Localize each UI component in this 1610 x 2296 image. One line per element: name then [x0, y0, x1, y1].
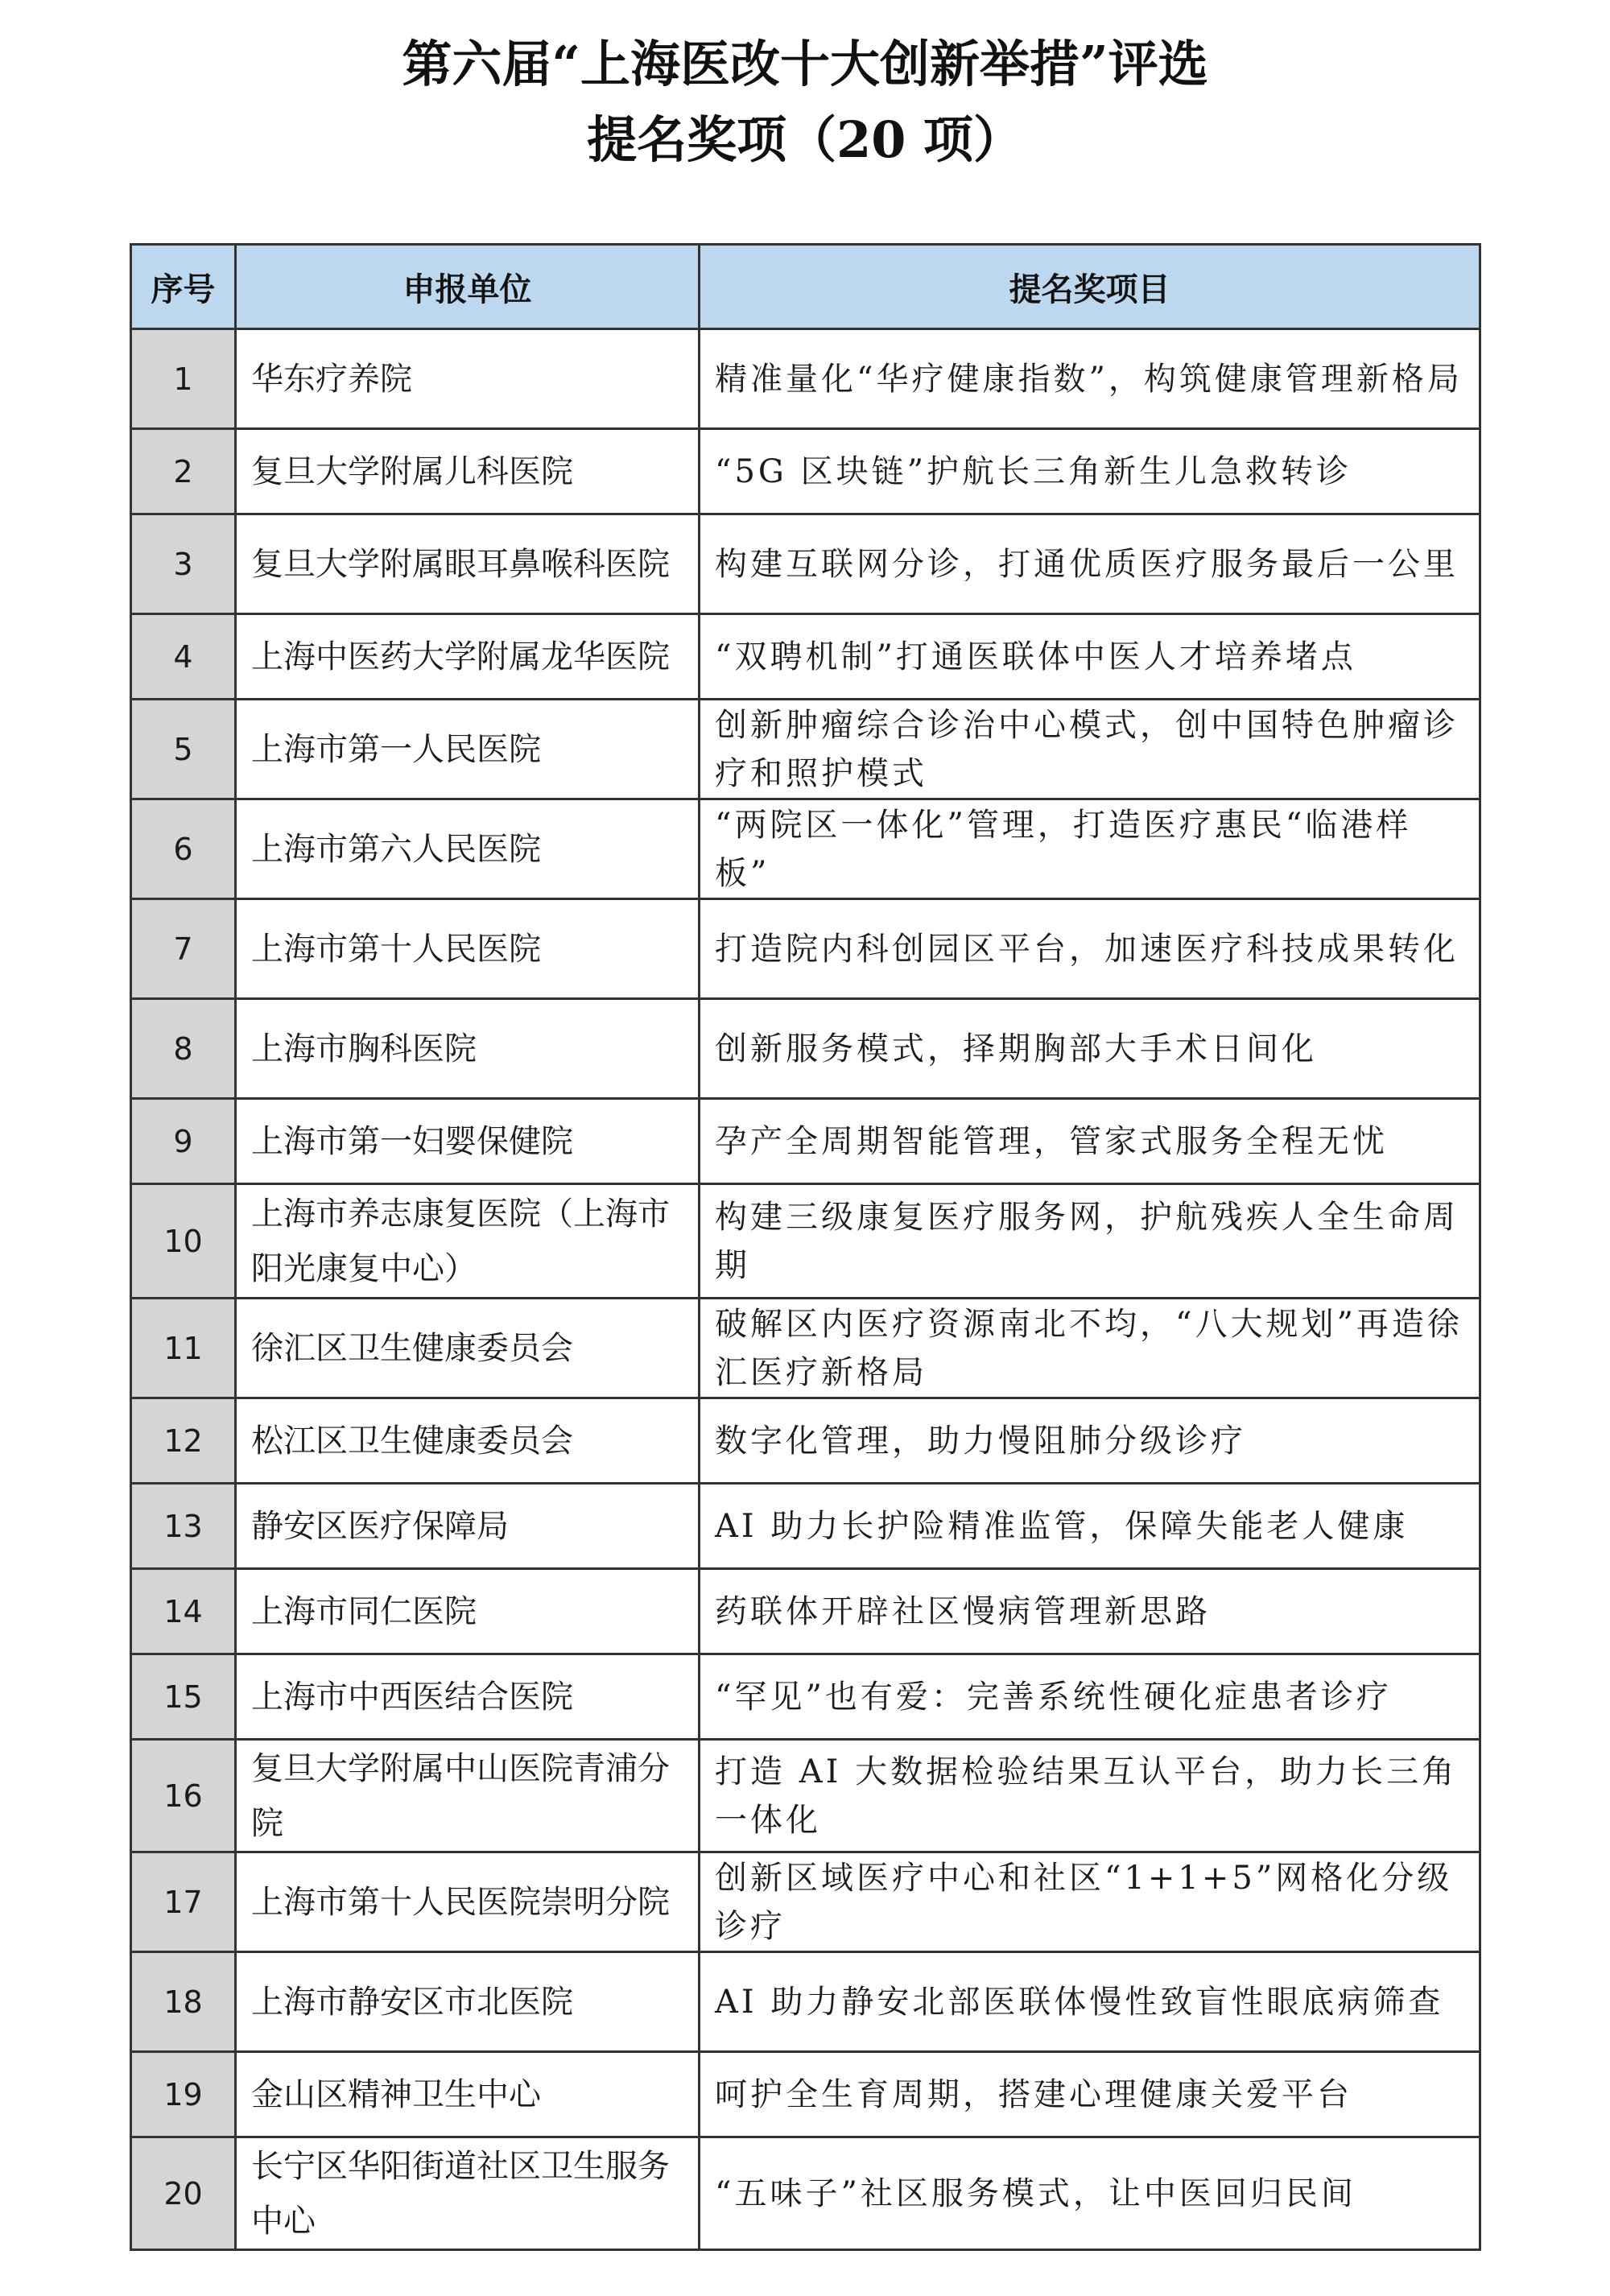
row-number: 10 [131, 1184, 236, 1299]
row-project: 创新肿瘤综合诊治中心模式，创中国特色肿瘤诊疗和照护模式 [700, 700, 1480, 799]
row-unit: 上海市静安区市北医院 [236, 1952, 700, 2052]
row-number: 4 [131, 614, 236, 700]
row-unit: 上海市第十人民医院崇明分院 [236, 1852, 700, 1952]
row-project: 呵护全生育周期，搭建心理健康关爱平台 [700, 2052, 1480, 2137]
document-subtitle: 提名奖项（20 项） [587, 110, 1023, 169]
table-row [131, 1654, 1480, 1740]
row-unit: 上海市第十人民医院 [236, 899, 700, 999]
row-project: “双聘机制”打通医联体中医人才培养堵点 [700, 614, 1480, 700]
document-title: 第六届“上海医改十大创新举措”评选 [402, 35, 1208, 93]
row-unit: 华东疗养院 [236, 329, 700, 429]
row-number: 14 [131, 1569, 236, 1654]
table-row [131, 2052, 1480, 2137]
header-project: 提名奖项目 [700, 245, 1480, 329]
row-unit: 上海市第一人民医院 [236, 700, 700, 799]
row-number: 7 [131, 899, 236, 999]
row-number: 6 [131, 799, 236, 899]
table-row [131, 1852, 1480, 1952]
row-project: “5G 区块链”护航长三角新生儿急救转诊 [700, 429, 1480, 514]
row-number: 13 [131, 1484, 236, 1569]
row-unit: 复旦大学附属眼耳鼻喉科医院 [236, 514, 700, 614]
row-unit: 长宁区华阳街道社区卫生服务中心 [236, 2137, 700, 2250]
row-project: AI 助力长护险精准监管，保障失能老人健康 [700, 1484, 1480, 1569]
row-number: 8 [131, 999, 236, 1099]
row-project: “罕见”也有爱：完善系统性硬化症患者诊疗 [700, 1654, 1480, 1740]
row-project: 打造院内科创园区平台，加速医疗科技成果转化 [700, 899, 1480, 999]
table-row [131, 899, 1480, 999]
row-project: 数字化管理，助力慢阻肺分级诊疗 [700, 1398, 1480, 1484]
row-number: 12 [131, 1398, 236, 1484]
table-row [131, 1099, 1480, 1184]
row-number: 9 [131, 1099, 236, 1184]
table-header-row [131, 245, 1480, 329]
row-unit: 金山区精神卫生中心 [236, 2052, 700, 2137]
row-unit: 上海市第一妇婴保健院 [236, 1099, 700, 1184]
row-unit: 上海市第六人民医院 [236, 799, 700, 899]
header-number: 序号 [131, 245, 236, 329]
table-row [131, 329, 1480, 429]
table-row [131, 1740, 1480, 1852]
row-project: 打造 AI 大数据检验结果互认平台，助力长三角一体化 [700, 1740, 1480, 1852]
table-row [131, 1299, 1480, 1398]
table-row [131, 1484, 1480, 1569]
row-unit: 徐汇区卫生健康委员会 [236, 1299, 700, 1398]
row-unit: 复旦大学附属儿科医院 [236, 429, 700, 514]
row-unit: 上海市胸科医院 [236, 999, 700, 1099]
row-project: 孕产全周期智能管理，管家式服务全程无忧 [700, 1099, 1480, 1184]
row-number: 17 [131, 1852, 236, 1952]
row-project: 破解区内医疗资源南北不均，“八大规划”再造徐汇医疗新格局 [700, 1299, 1480, 1398]
row-number: 15 [131, 1654, 236, 1740]
row-number: 1 [131, 329, 236, 429]
table-row [131, 1184, 1480, 1299]
row-unit: 复旦大学附属中山医院青浦分院 [236, 1740, 700, 1852]
table-row [131, 429, 1480, 514]
table-row [131, 2137, 1480, 2250]
table-row [131, 999, 1480, 1099]
header-unit: 申报单位 [236, 245, 700, 329]
row-unit: 上海中医药大学附属龙华医院 [236, 614, 700, 700]
row-number: 3 [131, 514, 236, 614]
row-unit: 上海市中西医结合医院 [236, 1654, 700, 1740]
nomination-table [130, 243, 1481, 2251]
row-number: 16 [131, 1740, 236, 1852]
row-unit: 松江区卫生健康委员会 [236, 1398, 700, 1484]
row-project: 创新区域医疗中心和社区“1+1+5”网格化分级诊疗 [700, 1852, 1480, 1952]
row-number: 19 [131, 2052, 236, 2137]
row-number: 20 [131, 2137, 236, 2250]
row-project: 创新服务模式，择期胸部大手术日间化 [700, 999, 1480, 1099]
row-unit: 上海市同仁医院 [236, 1569, 700, 1654]
row-project: 精准量化“华疗健康指数”，构筑健康管理新格局 [700, 329, 1480, 429]
row-project: “两院区一体化”管理，打造医疗惠民“临港样板” [700, 799, 1480, 899]
row-number: 18 [131, 1952, 236, 2052]
row-project: 构建互联网分诊，打通优质医疗服务最后一公里 [700, 514, 1480, 614]
table-row [131, 1398, 1480, 1484]
table-row [131, 1952, 1480, 2052]
row-number: 2 [131, 429, 236, 514]
row-number: 5 [131, 700, 236, 799]
row-unit: 静安区医疗保障局 [236, 1484, 700, 1569]
table-row [131, 1569, 1480, 1654]
table-row [131, 514, 1480, 614]
row-number: 11 [131, 1299, 236, 1398]
row-project: 药联体开辟社区慢病管理新思路 [700, 1569, 1480, 1654]
row-project: “五味子”社区服务模式，让中医回归民间 [700, 2137, 1480, 2250]
row-unit: 上海市养志康复医院（上海市阳光康复中心） [236, 1184, 700, 1299]
table-row [131, 700, 1480, 799]
table-row [131, 799, 1480, 899]
row-project: 构建三级康复医疗服务网，护航残疾人全生命周期 [700, 1184, 1480, 1299]
table-row [131, 614, 1480, 700]
row-project: AI 助力静安北部医联体慢性致盲性眼底病筛查 [700, 1952, 1480, 2052]
